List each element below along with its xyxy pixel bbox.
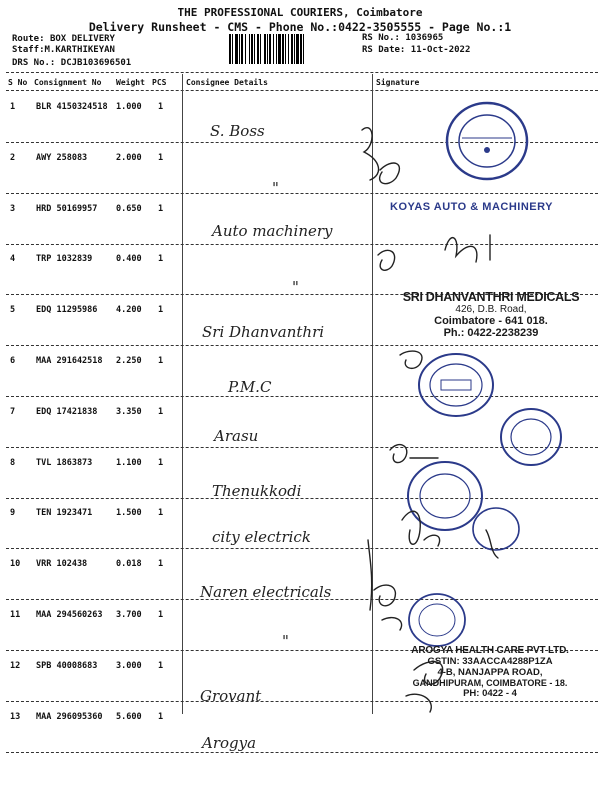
row-consignee-handwritten: Auto machinery xyxy=(212,221,333,240)
barcode-bar xyxy=(303,34,304,64)
row-pcs: 1 xyxy=(158,660,164,671)
row-weight: 1.500 xyxy=(116,508,142,519)
company-title: THE PROFESSIONAL COURIERS, Coimbatore xyxy=(177,6,423,19)
row-weight: 3.700 xyxy=(116,610,142,620)
barcode-bar xyxy=(241,34,243,64)
row-consignee-handwritten: Naren electricals xyxy=(200,583,332,602)
drs-value: DCJB103696501 xyxy=(60,58,132,68)
route-value: BOX DELIVERY xyxy=(49,34,115,44)
row-consignment-no: VRR 102438 xyxy=(36,559,88,570)
row-consignee-handwritten: Arogya xyxy=(202,733,257,752)
route-label: Route: xyxy=(12,34,45,44)
row-sno: 12 xyxy=(10,660,21,671)
row-pcs: 1 xyxy=(158,152,164,163)
barcode-bar xyxy=(254,34,255,64)
dhanvanthri-city: Coimbatore - 641 018. xyxy=(434,315,548,327)
row-consignee-handwritten: city electrick xyxy=(212,528,311,547)
row-sno: 2 xyxy=(10,152,16,163)
row-consignee-handwritten: Arasu xyxy=(214,426,259,445)
row-sno: 13 xyxy=(10,711,21,722)
dhanvanthri-phone: Ph.: 0422-2238239 xyxy=(443,327,539,339)
row-consignee-handwritten: " xyxy=(282,632,289,650)
row-consignment-no: BLR 4150324518 xyxy=(36,102,108,112)
barcode-bar xyxy=(273,34,274,64)
row-consignee-handwritten: Thenukkodi xyxy=(212,481,302,500)
barcode-bar xyxy=(267,34,268,64)
row-sno: 1 xyxy=(10,102,16,112)
barcode-bar xyxy=(294,34,295,64)
row-consignment-no: MAA 296095360 xyxy=(36,711,103,722)
row-consignment-no: MAA 294560263 xyxy=(36,610,103,620)
row-pcs: 1 xyxy=(158,203,164,214)
row-weight: 0.400 xyxy=(116,254,142,265)
barcode-bar xyxy=(300,34,302,64)
barcode-bar xyxy=(291,34,293,64)
row-consignee-handwritten: Grovant xyxy=(200,686,262,705)
row-sno: 3 xyxy=(10,203,16,214)
barcode-bar xyxy=(232,34,233,64)
row-separator xyxy=(6,752,598,753)
rs-no-label: RS No.: xyxy=(362,33,400,43)
row-weight: 2.000 xyxy=(116,152,142,163)
row-weight: 3.000 xyxy=(116,660,142,671)
row-consignment-no: EDQ 17421838 xyxy=(36,406,98,417)
row-sno: 7 xyxy=(10,406,16,417)
row-consignee-handwritten: " xyxy=(292,278,299,297)
row-consignee-handwritten: Sri Dhanvanthri xyxy=(202,323,325,342)
rs-no-value: 1036965 xyxy=(405,33,444,43)
row-pcs: 1 xyxy=(158,559,164,570)
row-sno: 6 xyxy=(10,356,16,366)
dhanvanthri-address: 426, D.B. Road, xyxy=(455,304,527,315)
row-weight: 1.100 xyxy=(116,457,142,468)
barcode-bar xyxy=(260,34,261,64)
barcode-bar xyxy=(239,34,240,64)
barcode-bar xyxy=(296,34,299,64)
row-consignee-handwritten: " xyxy=(272,178,279,197)
row-pcs: 1 xyxy=(158,356,164,366)
col-header-signature: Signature xyxy=(376,78,420,87)
arogya-address: 4-B, NANJAPPA ROAD, xyxy=(437,667,543,678)
row-consignment-no: TRP 1032839 xyxy=(36,254,93,265)
row-sno: 11 xyxy=(10,610,21,620)
drs-label: DRS No.: xyxy=(12,58,56,68)
row-pcs: 1 xyxy=(158,305,164,316)
row-consignment-no: TEN 1923471 xyxy=(36,508,93,519)
row-consignment-no: AWY 258083 xyxy=(36,152,88,163)
row-pcs: 1 xyxy=(158,610,164,620)
barcode-bar xyxy=(285,34,286,64)
arogya-name: AROGYA HEALTH CARE PVT LTD. xyxy=(411,645,569,656)
row-pcs: 1 xyxy=(158,406,164,417)
arogya-city: GANDHIPURAM, COIMBATORE - 18. xyxy=(412,678,568,688)
staff-value: M.KARTHIKEYAN xyxy=(44,45,115,55)
row-pcs: 1 xyxy=(158,254,164,265)
row-weight: 5.600 xyxy=(116,711,142,722)
col-header-sno: S No xyxy=(8,78,28,87)
row-consignee-handwritten: S. Boss xyxy=(210,122,265,140)
barcode-bar xyxy=(257,34,259,64)
runsheet-subtitle: Delivery Runsheet - CMS - Phone No.:0422-3505555 - Page No.:1 xyxy=(88,20,512,34)
row-consignment-no: MAA 291642518 xyxy=(36,356,103,366)
column-divider-consignee xyxy=(182,74,183,714)
rs-date-label: RS Date: xyxy=(362,45,406,55)
row-consignment-no: EDQ 11295986 xyxy=(36,305,98,316)
arogya-phone: PH: 0422 - 4 xyxy=(463,688,517,699)
col-header-weight: Weight xyxy=(116,78,145,87)
row-consignee-handwritten: P.M.C xyxy=(228,378,272,396)
rs-date-value: 11-Oct-2022 xyxy=(410,45,471,55)
staff-line xyxy=(12,45,115,55)
row-weight: 0.650 xyxy=(116,203,142,214)
barcode-bar xyxy=(276,34,277,64)
col-header-consignment: Consignment No xyxy=(34,78,102,87)
rs-date-line xyxy=(362,45,470,55)
barcode-bar xyxy=(264,34,266,64)
barcode-bar xyxy=(229,34,231,64)
handwritten-signatures xyxy=(340,100,580,720)
col-header-consignee: Consignee Details xyxy=(186,78,268,87)
row-pcs: 1 xyxy=(158,457,164,468)
barcode-bar xyxy=(245,34,246,64)
row-consignment-no: HRD 50169957 xyxy=(36,203,98,214)
row-weight: 4.200 xyxy=(116,305,142,316)
arogya-gstin: GSTIN: 33AACCA4288P1ZA xyxy=(427,656,553,667)
barcode-bar xyxy=(278,34,281,64)
row-sno: 9 xyxy=(10,508,16,519)
row-weight: 2.250 xyxy=(116,356,142,366)
row-weight: 1.000 xyxy=(116,102,142,112)
barcode-bar xyxy=(235,34,238,64)
row-weight: 0.018 xyxy=(116,559,142,570)
row-sno: 5 xyxy=(10,305,16,316)
col-header-pcs: PCS xyxy=(152,78,167,87)
rs-no-line xyxy=(362,33,443,43)
row-pcs: 1 xyxy=(158,102,164,112)
dhanvanthri-name: SRI DHANVANTHRI MEDICALS xyxy=(402,290,580,304)
row-consignment-no: TVL 1863873 xyxy=(36,457,93,468)
staff-label: Staff: xyxy=(12,45,45,55)
route-line xyxy=(12,34,115,44)
row-sno: 8 xyxy=(10,457,16,468)
table-header-rule xyxy=(6,90,598,91)
row-weight: 3.350 xyxy=(116,406,142,417)
barcode-bar xyxy=(282,34,284,64)
drs-line xyxy=(12,58,131,68)
row-pcs: 1 xyxy=(158,508,164,519)
koyas-stamp: KOYAS AUTO & MACHINERY xyxy=(390,201,553,213)
barcode-image xyxy=(228,34,356,64)
table-top-rule xyxy=(6,72,598,73)
row-pcs: 1 xyxy=(158,711,164,722)
row-sno: 10 xyxy=(10,559,21,570)
barcode-bar xyxy=(269,34,271,64)
barcode-bar xyxy=(288,34,289,64)
row-sno: 4 xyxy=(10,254,16,265)
barcode-bar xyxy=(249,34,250,64)
barcode-bar xyxy=(251,34,253,64)
row-consignment-no: SPB 40008683 xyxy=(36,660,98,671)
